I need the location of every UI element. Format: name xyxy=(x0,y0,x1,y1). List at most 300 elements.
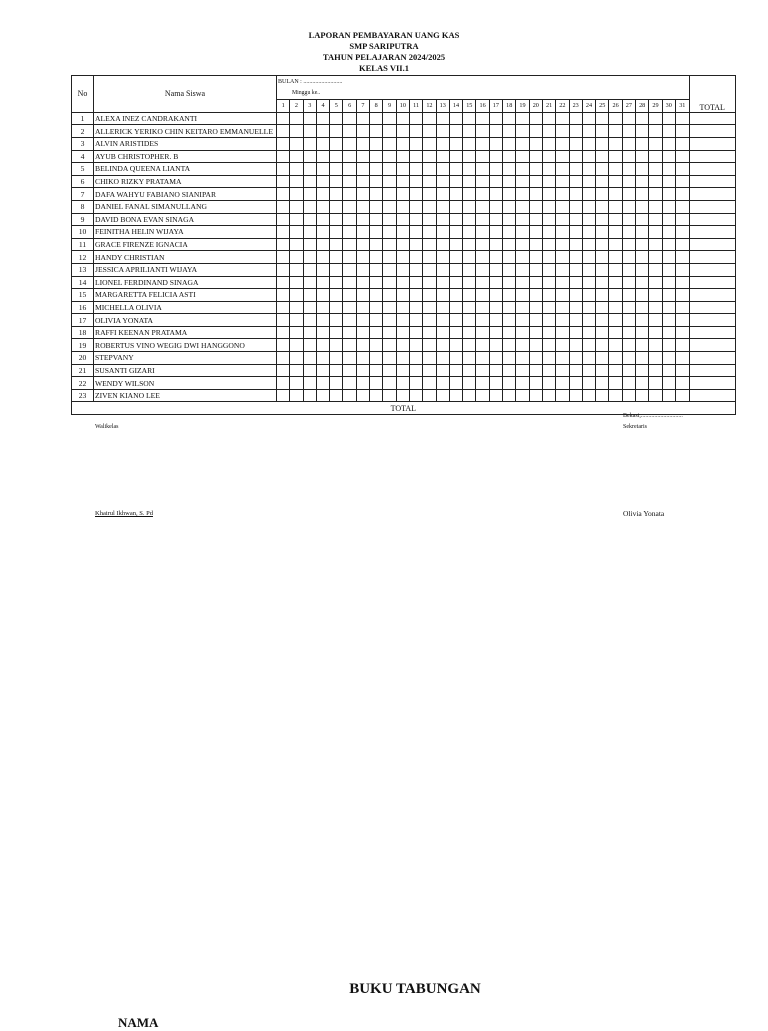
payment-cell xyxy=(582,326,595,339)
payment-cell xyxy=(516,213,529,226)
payment-cell xyxy=(463,163,476,176)
payment-cell xyxy=(356,125,369,138)
row-no: 21 xyxy=(72,364,94,377)
payment-cell xyxy=(343,352,356,365)
payment-cell xyxy=(383,263,396,276)
payment-cell xyxy=(409,352,422,365)
table-row xyxy=(72,276,736,289)
payment-cell xyxy=(409,112,422,125)
payment-cell xyxy=(489,377,502,390)
payment-cell xyxy=(303,200,316,213)
payment-cell xyxy=(582,314,595,327)
table-row xyxy=(72,364,736,377)
payment-cell xyxy=(463,112,476,125)
row-no: 13 xyxy=(72,263,94,276)
payment-cell xyxy=(356,276,369,289)
payment-cell xyxy=(675,276,689,289)
payment-cell xyxy=(649,137,662,150)
day-header: 20 xyxy=(529,100,542,113)
payment-cell xyxy=(316,339,329,352)
payment-cell xyxy=(290,377,303,390)
payment-cell xyxy=(343,188,356,201)
payment-cell xyxy=(343,289,356,302)
row-total-cell xyxy=(689,301,735,314)
payment-cell xyxy=(556,301,569,314)
payment-cell xyxy=(409,263,422,276)
payment-cell xyxy=(662,314,675,327)
day-header: 22 xyxy=(556,100,569,113)
payment-cell xyxy=(356,112,369,125)
payment-cell xyxy=(316,163,329,176)
nama-label: NAMA xyxy=(118,1015,159,1030)
payment-cell xyxy=(476,163,489,176)
payment-cell xyxy=(396,226,409,239)
table-row xyxy=(72,163,736,176)
payment-cell xyxy=(503,175,516,188)
payment-cell xyxy=(303,137,316,150)
payment-cell xyxy=(449,226,462,239)
payment-cell xyxy=(290,188,303,201)
payment-cell xyxy=(609,137,622,150)
payment-cell xyxy=(582,137,595,150)
payment-cell xyxy=(476,352,489,365)
table-row xyxy=(72,226,736,239)
payment-cell xyxy=(675,188,689,201)
student-name: DAFA WAHYU FABIANO SIANIPAR xyxy=(94,188,277,201)
payment-cell xyxy=(383,238,396,251)
payment-cell xyxy=(609,251,622,264)
payment-cell xyxy=(529,137,542,150)
payment-cell xyxy=(409,137,422,150)
payment-cell xyxy=(489,125,502,138)
payment-cell xyxy=(569,213,582,226)
payment-cell xyxy=(675,213,689,226)
payment-cell xyxy=(330,289,343,302)
payment-cell xyxy=(356,364,369,377)
payment-cell xyxy=(409,200,422,213)
day-header: 27 xyxy=(622,100,635,113)
payment-cell xyxy=(503,326,516,339)
payment-cell xyxy=(503,238,516,251)
payment-cell xyxy=(529,364,542,377)
payment-cell xyxy=(596,301,609,314)
payment-cell xyxy=(649,352,662,365)
payment-cell xyxy=(649,364,662,377)
payment-cell xyxy=(423,175,436,188)
payment-cell xyxy=(290,389,303,402)
payment-cell xyxy=(356,263,369,276)
payment-cell xyxy=(330,364,343,377)
payment-cell xyxy=(303,326,316,339)
payment-cell xyxy=(569,301,582,314)
payment-cell xyxy=(582,213,595,226)
payment-cell xyxy=(330,251,343,264)
payment-cell xyxy=(316,150,329,163)
payment-cell xyxy=(290,200,303,213)
student-name: MICHELLA OLIVIA xyxy=(94,301,277,314)
payment-cell xyxy=(556,125,569,138)
payment-cell xyxy=(662,226,675,239)
payment-cell xyxy=(569,226,582,239)
payment-cell xyxy=(622,377,635,390)
payment-cell xyxy=(516,125,529,138)
payment-cell xyxy=(330,301,343,314)
payment-cell xyxy=(649,377,662,390)
payment-cell xyxy=(596,226,609,239)
row-no: 12 xyxy=(72,251,94,264)
payment-cell xyxy=(542,263,555,276)
payment-cell xyxy=(463,364,476,377)
payment-cell xyxy=(503,200,516,213)
payment-cell xyxy=(489,389,502,402)
payment-cell xyxy=(436,263,449,276)
payment-cell xyxy=(277,175,290,188)
payment-cell xyxy=(556,326,569,339)
student-name: GRACE FIRENZE IGNACIA xyxy=(94,238,277,251)
student-name: ALEXA INEZ CANDRAKANTI xyxy=(94,112,277,125)
row-total-cell xyxy=(689,150,735,163)
payment-cell xyxy=(636,238,649,251)
payment-cell xyxy=(569,364,582,377)
table-row xyxy=(72,137,736,150)
table-row xyxy=(72,150,736,163)
payment-cell xyxy=(316,364,329,377)
payment-cell xyxy=(316,377,329,390)
payment-cell xyxy=(343,226,356,239)
payment-cell xyxy=(542,137,555,150)
day-header: 8 xyxy=(370,100,383,113)
payment-cell xyxy=(436,137,449,150)
payment-cell xyxy=(423,251,436,264)
payment-cell xyxy=(582,352,595,365)
payment-cell xyxy=(582,226,595,239)
walikelas-name: Khairul Ikhwan, S. Pd xyxy=(95,510,153,517)
payment-cell xyxy=(423,377,436,390)
payment-cell xyxy=(463,150,476,163)
payment-cell xyxy=(449,251,462,264)
payment-cell xyxy=(383,314,396,327)
payment-cell xyxy=(516,276,529,289)
payment-cell xyxy=(423,112,436,125)
table-row xyxy=(72,289,736,302)
payment-cell xyxy=(556,175,569,188)
payment-cell xyxy=(516,314,529,327)
payment-cell xyxy=(582,263,595,276)
payment-cell xyxy=(649,188,662,201)
payment-cell xyxy=(662,352,675,365)
payment-cell xyxy=(290,339,303,352)
payment-cell xyxy=(396,377,409,390)
payment-cell xyxy=(662,251,675,264)
payment-cell xyxy=(529,314,542,327)
payment-cell xyxy=(489,112,502,125)
payment-cell xyxy=(277,339,290,352)
payment-cell xyxy=(449,175,462,188)
payment-cell xyxy=(277,352,290,365)
payment-cell xyxy=(436,326,449,339)
payment-cell xyxy=(542,112,555,125)
payment-cell xyxy=(303,289,316,302)
payment-cell xyxy=(542,238,555,251)
payment-cell xyxy=(356,289,369,302)
payment-cell xyxy=(662,276,675,289)
payment-cell xyxy=(622,112,635,125)
payment-cell xyxy=(675,364,689,377)
payment-cell xyxy=(636,301,649,314)
student-name: MARGARETTA FELICIA ASTI xyxy=(94,289,277,302)
payment-cell xyxy=(290,137,303,150)
payment-cell xyxy=(489,326,502,339)
payment-cell xyxy=(503,150,516,163)
payment-cell xyxy=(529,163,542,176)
payment-cell xyxy=(330,200,343,213)
payment-cell xyxy=(330,125,343,138)
payment-cell xyxy=(636,276,649,289)
payment-cell xyxy=(356,314,369,327)
payment-cell xyxy=(569,200,582,213)
table-row xyxy=(72,301,736,314)
row-total-cell xyxy=(689,137,735,150)
row-total-cell xyxy=(689,389,735,402)
row-no: 15 xyxy=(72,289,94,302)
payment-cell xyxy=(649,213,662,226)
payment-cell xyxy=(449,389,462,402)
payment-cell xyxy=(436,238,449,251)
payment-cell xyxy=(370,125,383,138)
payment-cell xyxy=(675,326,689,339)
payment-cell xyxy=(675,150,689,163)
payment-cell xyxy=(503,289,516,302)
payment-cell xyxy=(370,188,383,201)
payment-cell xyxy=(636,137,649,150)
payment-cell xyxy=(436,389,449,402)
payment-cell xyxy=(370,175,383,188)
payment-cell xyxy=(476,251,489,264)
payment-cell xyxy=(277,314,290,327)
row-no: 16 xyxy=(72,301,94,314)
payment-cell xyxy=(423,125,436,138)
student-name: HANDY CHRISTIAN xyxy=(94,251,277,264)
payment-cell xyxy=(356,251,369,264)
payment-cell xyxy=(476,125,489,138)
row-no: 20 xyxy=(72,352,94,365)
student-name: CHIKO RIZKY PRATAMA xyxy=(94,175,277,188)
payment-cell xyxy=(356,301,369,314)
payment-cell xyxy=(542,251,555,264)
payment-cell xyxy=(596,163,609,176)
payment-cell xyxy=(489,188,502,201)
payment-cell xyxy=(383,163,396,176)
payment-cell xyxy=(356,377,369,390)
payment-cell xyxy=(609,188,622,201)
payment-cell xyxy=(396,251,409,264)
payment-cell xyxy=(675,301,689,314)
payment-cell xyxy=(529,326,542,339)
payment-cell xyxy=(609,377,622,390)
payment-cell xyxy=(489,289,502,302)
day-header: 23 xyxy=(569,100,582,113)
payment-cell xyxy=(449,163,462,176)
payment-cell xyxy=(649,276,662,289)
row-no: 18 xyxy=(72,326,94,339)
row-no: 14 xyxy=(72,276,94,289)
payment-cell xyxy=(529,125,542,138)
payment-cell xyxy=(596,150,609,163)
payment-cell xyxy=(436,251,449,264)
payment-cell xyxy=(622,238,635,251)
payment-cell xyxy=(596,175,609,188)
payment-cell xyxy=(516,112,529,125)
payment-cell xyxy=(516,263,529,276)
payment-cell xyxy=(596,251,609,264)
payment-cell xyxy=(675,200,689,213)
payment-cell xyxy=(582,112,595,125)
payment-cell xyxy=(609,112,622,125)
day-header: 6 xyxy=(343,100,356,113)
payment-cell xyxy=(503,188,516,201)
row-total-cell xyxy=(689,213,735,226)
payment-cell xyxy=(489,263,502,276)
payment-cell xyxy=(662,175,675,188)
student-name: ALLERICK YERIKO CHIN KEITARO EMMANUELLE xyxy=(94,125,277,138)
payment-cell xyxy=(636,226,649,239)
payment-cell xyxy=(383,352,396,365)
school-name: SMP SARIPUTRA xyxy=(349,41,419,51)
payment-cell xyxy=(463,301,476,314)
payment-cell xyxy=(436,364,449,377)
payment-cell xyxy=(396,188,409,201)
payment-cell xyxy=(503,137,516,150)
payment-cell xyxy=(649,263,662,276)
payment-cell xyxy=(316,251,329,264)
payment-cell xyxy=(423,276,436,289)
payment-cell xyxy=(556,137,569,150)
payment-cell xyxy=(649,301,662,314)
payment-cell xyxy=(516,175,529,188)
payment-cell xyxy=(675,289,689,302)
payment-cell xyxy=(609,289,622,302)
payment-cell xyxy=(582,150,595,163)
payment-cell xyxy=(636,200,649,213)
payment-cell xyxy=(489,251,502,264)
payment-cell xyxy=(370,226,383,239)
table-row xyxy=(72,238,736,251)
payment-cell xyxy=(449,326,462,339)
payment-cell xyxy=(582,175,595,188)
payment-cell xyxy=(343,125,356,138)
payment-cell xyxy=(316,301,329,314)
payment-cell xyxy=(476,213,489,226)
payment-cell xyxy=(290,112,303,125)
row-no: 22 xyxy=(72,377,94,390)
payment-cell xyxy=(370,137,383,150)
payment-cell xyxy=(662,263,675,276)
payment-cell xyxy=(556,352,569,365)
payment-cell xyxy=(356,339,369,352)
student-name: ZIVEN KIANO LEE xyxy=(94,389,277,402)
row-no: 1 xyxy=(72,112,94,125)
payment-cell xyxy=(449,289,462,302)
payment-cell xyxy=(542,200,555,213)
payment-cell xyxy=(489,352,502,365)
row-no: 4 xyxy=(72,150,94,163)
payment-cell xyxy=(662,364,675,377)
payment-cell xyxy=(409,339,422,352)
payment-cell xyxy=(476,226,489,239)
payment-cell xyxy=(356,163,369,176)
payment-cell xyxy=(675,389,689,402)
payment-cell xyxy=(316,188,329,201)
place-date: Bekasi,............................ xyxy=(623,413,683,419)
payment-cell xyxy=(596,188,609,201)
payment-cell xyxy=(423,314,436,327)
payment-cell xyxy=(316,175,329,188)
payment-cell xyxy=(609,364,622,377)
payment-cell xyxy=(569,188,582,201)
row-no: 19 xyxy=(72,339,94,352)
payment-cell xyxy=(503,125,516,138)
payment-cell xyxy=(356,226,369,239)
student-name: SUSANTI GIZARI xyxy=(94,364,277,377)
payment-cell xyxy=(582,339,595,352)
payment-cell xyxy=(463,263,476,276)
payment-cell xyxy=(396,339,409,352)
payment-cell xyxy=(449,263,462,276)
payment-cell xyxy=(609,352,622,365)
payment-cell xyxy=(503,163,516,176)
payment-cell xyxy=(290,163,303,176)
payment-cell xyxy=(622,200,635,213)
payment-cell xyxy=(569,389,582,402)
payment-cell xyxy=(303,251,316,264)
payment-cell xyxy=(556,389,569,402)
next-page-title: BUKU TABUNGAN xyxy=(349,981,481,997)
payment-cell xyxy=(662,200,675,213)
header-total: TOTAL xyxy=(689,76,735,113)
sekretaris-name: Olivia Yonata xyxy=(623,509,665,518)
payment-cell xyxy=(582,188,595,201)
payment-cell xyxy=(596,200,609,213)
payment-cell xyxy=(343,200,356,213)
payment-cell xyxy=(370,326,383,339)
payment-cell xyxy=(622,150,635,163)
payment-cell xyxy=(436,150,449,163)
payment-cell xyxy=(476,289,489,302)
day-header: 14 xyxy=(449,100,462,113)
payment-cell xyxy=(409,326,422,339)
payment-cell xyxy=(303,339,316,352)
payment-cell xyxy=(542,352,555,365)
payment-cell xyxy=(529,289,542,302)
day-header: 28 xyxy=(636,100,649,113)
payment-cell xyxy=(675,226,689,239)
table-row xyxy=(72,112,736,125)
payment-cell xyxy=(396,112,409,125)
payment-cell xyxy=(582,200,595,213)
payment-cell xyxy=(675,352,689,365)
payment-cell xyxy=(383,377,396,390)
payment-cell xyxy=(529,226,542,239)
payment-cell xyxy=(449,276,462,289)
payment-cell xyxy=(449,200,462,213)
payment-cell xyxy=(569,263,582,276)
row-no: 7 xyxy=(72,188,94,201)
payment-cell xyxy=(662,125,675,138)
payment-cell xyxy=(622,226,635,239)
payment-cell xyxy=(356,175,369,188)
academic-year: TAHUN PELAJARAN 2024/2025 xyxy=(322,52,446,62)
payment-cell xyxy=(343,377,356,390)
